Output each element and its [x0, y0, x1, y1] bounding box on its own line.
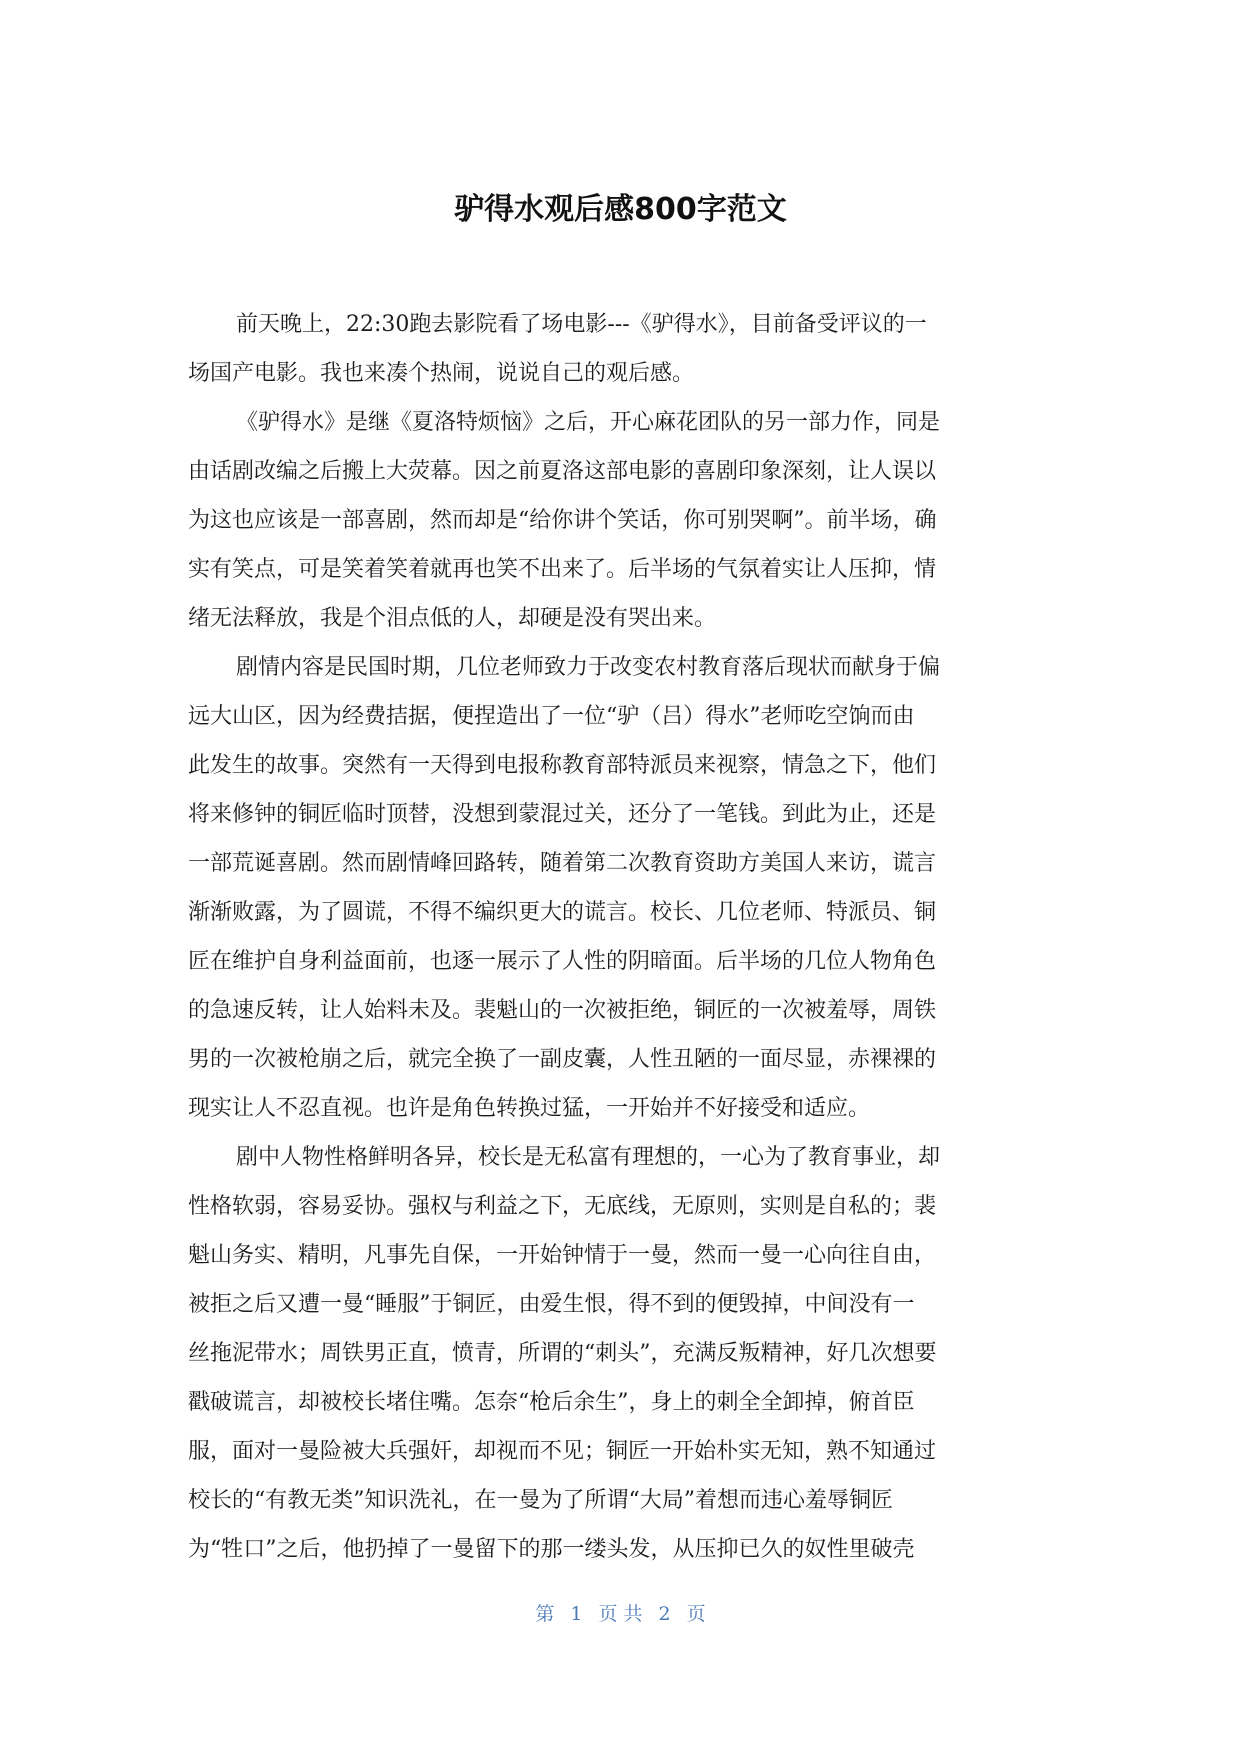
text-line: 男的一次被枪崩之后，就完全换了一副皮囊，人性丑陋的一面尽显，赤裸裸的	[188, 1047, 937, 1072]
text-line: 绪无法释放，我是个泪点低的人，却硬是没有哭出来。	[188, 606, 717, 631]
paragraph	[188, 643, 1056, 1133]
footer-label-page: 第	[535, 1603, 555, 1625]
footer-total-pages: 2	[658, 1603, 671, 1625]
text-line: 场国产电影。我也来凑个热闹，说说自己的观后感。	[188, 361, 695, 386]
text-line: 服，面对一曼险被大兵强奸，却视而不见；铜匠一开始朴实无知，熟不知通过	[188, 1439, 937, 1464]
text-line: 渐渐败露，为了圆谎，不得不编织更大的谎言。校长、几位老师、特派员、铜	[188, 900, 937, 925]
document-title: 驴得水观后感800字范文	[454, 192, 787, 227]
text-line: 《驴得水》是继《夏洛特烦恼》之后，开心麻花团队的另一部力作，同是	[236, 410, 941, 435]
text-line: 现实让人不忍直视。也许是角色转换过猛，一开始并不好接受和适应。	[188, 1096, 871, 1121]
text-line: 为这也应该是一部喜剧，然而却是“给你讲个笑话，你可别哭啊”。前半场，确	[188, 508, 937, 533]
text-line: 剧中人物性格鲜明各异，校长是无私富有理想的，一心为了教育事业，却	[236, 1145, 941, 1170]
text-line: 实有笑点，可是笑着笑着就再也笑不出来了。后半场的气氛着实让人压抑，情	[188, 557, 937, 582]
text-line: 丝拖泥带水；周铁男正直，愤青，所谓的“刺头”，充满反叛精神，好几次想要	[188, 1341, 937, 1366]
paragraph	[188, 1133, 1056, 1574]
text-line: 魁山务实、精明，凡事先自保，一开始钟情于一曼，然而一曼一心向往自由，	[188, 1243, 937, 1268]
footer-label-page-end: 页	[686, 1603, 706, 1625]
text-line: 远大山区，因为经费拮据，便捏造出了一位“驴（吕）得水”老师吃空饷而由	[188, 704, 915, 729]
document-body	[188, 300, 1056, 1574]
paragraph	[188, 398, 1056, 643]
text-line: 前天晚上，22:30跑去影院看了场电影---《驴得水》，目前备受评议的一	[236, 312, 927, 337]
text-line: 的急速反转，让人始料未及。裴魁山的一次被拒绝，铜匠的一次被羞辱，周铁	[188, 998, 937, 1023]
text-line: 一部荒诞喜剧。然而剧情峰回路转，随着第二次教育资助方美国人来访，谎言	[188, 851, 937, 876]
footer-current-page: 1	[570, 1603, 583, 1625]
page-footer	[0, 1601, 1241, 1627]
text-line: 匠在维护自身利益面前，也逐一展示了人性的阴暗面。后半场的几位人物角色	[188, 949, 937, 974]
text-line: 剧情内容是民国时期，几位老师致力于改变农村教育落后现状而献身于偏	[236, 655, 941, 680]
text-line: 被拒之后又遭一曼“睡服”于铜匠，由爱生恨，得不到的便毁掉，中间没有一	[188, 1292, 915, 1317]
footer-label-page-of: 页 共	[598, 1603, 643, 1625]
text-line: 由话剧改编之后搬上大荧幕。因之前夏洛这部电影的喜剧印象深刻，让人误以	[188, 459, 937, 484]
text-line: 为“牲口”之后，他扔掉了一曼留下的那一缕头发，从压抑已久的奴性里破壳	[188, 1537, 915, 1562]
text-line: 将来修钟的铜匠临时顶替，没想到蒙混过关，还分了一笔钱。到此为止，还是	[188, 802, 937, 827]
paragraph	[188, 300, 1056, 398]
text-line: 校长的“有教无类”知识洗礼，在一曼为了所谓“大局”着想而违心羞辱铜匠	[188, 1488, 893, 1513]
text-line: 性格软弱，容易妥协。强权与利益之下，无底线，无原则，实则是自私的；裴	[188, 1194, 937, 1219]
text-line: 戳破谎言，却被校长堵住嘴。怎奈“枪后余生”，身上的刺全全卸掉，俯首臣	[188, 1390, 915, 1415]
text-line: 此发生的故事。突然有一天得到电报称教育部特派员来视察，情急之下，他们	[188, 753, 937, 778]
